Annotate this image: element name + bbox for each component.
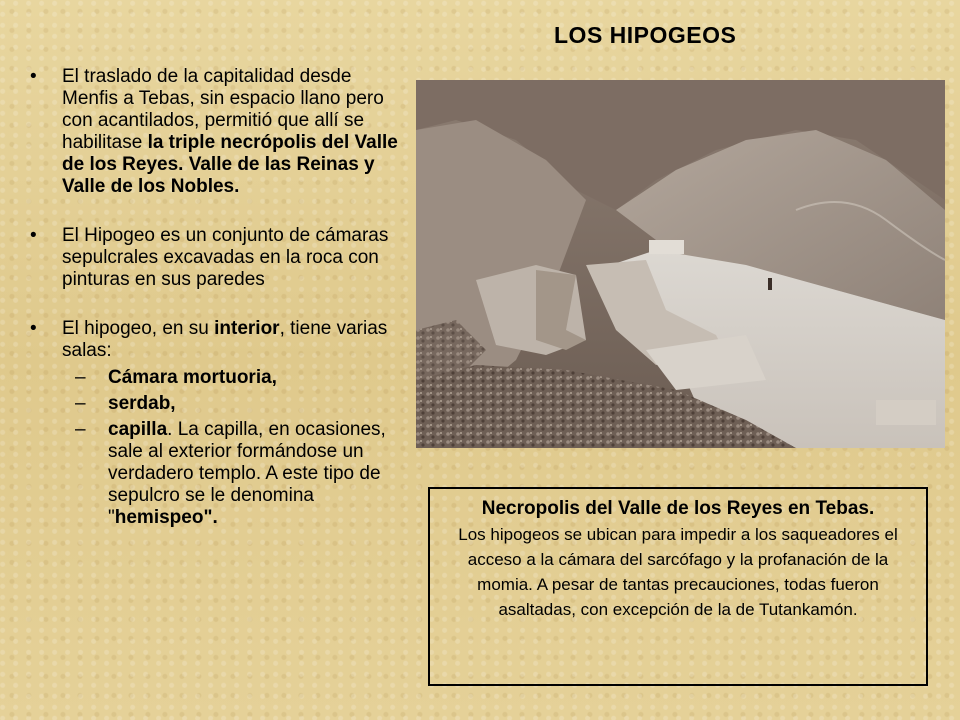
valley-photo-illustration: [416, 80, 945, 448]
bullet-item-traslado: [30, 66, 410, 198]
bullet-marker: •: [30, 66, 37, 87]
bullet-item-interior: [30, 318, 410, 529]
sub-item-capilla: [30, 419, 410, 529]
bullet-text: El Hipogeo es un conjunto de cámaras sepulcrales excavadas en la roca con pinturas en sus paredes: [62, 225, 389, 290]
dash-marker: –: [75, 393, 86, 414]
dash-marker: –: [75, 419, 86, 440]
sub-item-text: Cámara mortuoria,: [108, 367, 277, 388]
sub-item-serdab: [30, 393, 410, 415]
sub-item-bold: hemispeo: [114, 507, 204, 528]
bullet-bold-text: la triple necrópolis del Valle de los Reyes. Valle de las Reinas y Valle de los Nobles.: [62, 132, 398, 197]
bullet-text: , tiene varias salas:: [62, 318, 388, 361]
valley-of-kings-photo: [416, 80, 945, 448]
bullet-text: El hipogeo, en su: [62, 318, 215, 339]
caption-title: Necropolis del Valle de los Reyes en Tebas.: [481, 498, 875, 519]
bullet-list: [30, 66, 410, 533]
sub-item-bold: capilla: [108, 419, 168, 440]
sub-item-end: ".: [203, 507, 218, 528]
slide-title: LOS HIPOGEOS: [554, 22, 737, 48]
sub-item-text: . La capilla, en ocasiones, sale al exterior formándose un verdadero templo. A este tipo de sepulcro se le denomina ": [108, 419, 386, 528]
caption-body: Los hipogeos se ubican para impedir a los saqueadores el acceso a la cámara del sarcófago y la profanación de la momia. A pesar de tantas precauciones, todas fueron asaltadas, con excepción de la de Tutankamón.: [458, 525, 898, 619]
bullet-marker: •: [30, 225, 37, 246]
sub-item-text: serdab,: [108, 393, 176, 414]
bullet-bold-text: interior: [214, 318, 280, 339]
bullet-item-hipogeo-def: [30, 225, 410, 291]
dash-marker: –: [75, 367, 86, 388]
photo-caption-box: [428, 487, 928, 686]
bullet-marker: •: [30, 318, 37, 339]
sub-list: [62, 367, 410, 529]
sub-item-camara: [30, 367, 410, 389]
bullet-text: El traslado de la capitalidad desde Menfis a Tebas, sin espacio llano pero con acantilados, permitió que allí se habilitase: [62, 66, 384, 153]
